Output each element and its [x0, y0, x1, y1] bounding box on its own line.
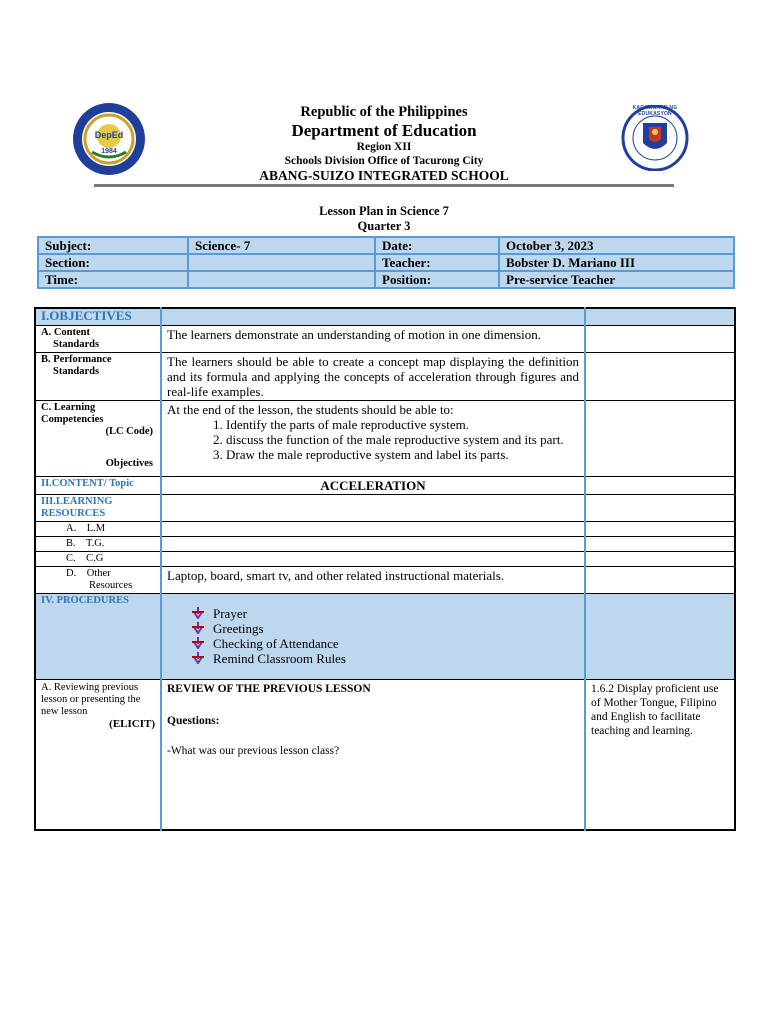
header-division: Schools Division Office of Tacurong City	[284, 155, 484, 167]
resource-tg-label: B. T.G.	[35, 537, 161, 552]
section-value	[188, 254, 375, 271]
time-label: Time:	[38, 271, 188, 288]
position-value: Pre-service Teacher	[499, 271, 734, 288]
learning-competencies-label: C. Learning	[41, 402, 96, 413]
lc-item: 2. discuss the function of the male reproductive system and its part.	[213, 432, 564, 447]
lc-intro: At the end of the lesson, the students should be able to:	[167, 402, 454, 417]
resource-other-text: Laptop, board, smart tv, and other related instructional materials.	[161, 567, 585, 594]
info-row-subject	[38, 237, 734, 254]
arrow-bullet-icon	[191, 607, 205, 619]
review-row	[35, 680, 735, 830]
content-standards-text: The learners demonstrate an understanding of motion in one dimension.	[161, 326, 585, 353]
header-school: ABANG-SUIZO INTEGRATED SCHOOL	[259, 168, 509, 183]
procedures-label: IV. PROCEDURES	[41, 595, 129, 606]
header-department: Department of Education	[291, 121, 477, 140]
content-standards-label: A. Content	[41, 327, 90, 338]
learning-competencies-row: C. Learning Competencies (LC Code) Objectives At the end of the lesson, the students should be able to: 1. Identify the parts of male reproductive system. 2. discuss the function of the male reproductive system and its part. 3. Draw the male reproductive system and label its parts.	[35, 401, 735, 477]
review-title: REVIEW OF THE PREVIOUS LESSON	[167, 683, 371, 695]
right-logo-text: KAGAWARAN NG EDUKASYON	[632, 105, 678, 117]
info-row-section	[38, 254, 734, 271]
header-divider	[94, 184, 674, 187]
resource-other-label: D. Other	[66, 568, 111, 579]
date-label: Date:	[375, 237, 499, 254]
lesson-plan-title: Lesson Plan in Science 7	[319, 204, 449, 218]
list-item: Prayer	[191, 606, 579, 621]
quarter-title: Quarter 3	[357, 219, 411, 233]
lc-item: 1. Identify the parts of male reproductive system.	[213, 417, 469, 432]
performance-standards-label: B. Performance	[41, 354, 112, 365]
section-label: Section:	[38, 254, 188, 271]
review-questions: Questions:	[167, 715, 220, 727]
date-value: October 3, 2023	[499, 237, 734, 254]
header-region: Region XII	[356, 141, 412, 153]
procedures-row	[35, 594, 735, 680]
list-item: Remind Classroom Rules	[191, 651, 579, 666]
arrow-bullet-icon	[191, 622, 205, 634]
subject-label: Subject:	[38, 237, 188, 254]
lesson-plan-table	[34, 307, 736, 831]
teacher-value: Bobster D. Mariano III	[499, 254, 734, 271]
performance-standards-row: B. Performance Standards The learners should be able to create a concept map displaying the definition and its formula and applying the concepts of acceleration through figures and real-life examples.	[35, 353, 735, 401]
lc-item: 3. Draw the male reproductive system and label its parts.	[213, 447, 509, 462]
objectives-header: I.OBJECTIVES	[41, 308, 132, 323]
learning-resources-label: III.LEARNING RESOURCES	[41, 496, 113, 519]
content-standards-row: A. Content Standards The learners demonstrate an understanding of motion in one dimension.	[35, 326, 735, 353]
content-topic: ACCELERATION	[161, 477, 585, 495]
procedures-list	[167, 606, 579, 666]
position-label: Position:	[375, 271, 499, 288]
subject-value: Science- 7	[188, 237, 375, 254]
learning-resources-row	[35, 495, 735, 522]
header-republic: Republic of the Philippines	[300, 104, 468, 120]
resource-other-row: D. Other Resources Laptop, board, smart tv, and other related instructional materials.	[35, 567, 735, 594]
left-logo-text: DepEd	[94, 130, 124, 140]
arrow-bullet-icon	[191, 652, 205, 664]
objectives-row	[35, 308, 735, 326]
time-value	[188, 271, 375, 288]
list-item: Checking of Attendance	[191, 636, 579, 651]
teacher-label: Teacher:	[375, 254, 499, 271]
arrow-bullet-icon	[191, 637, 205, 649]
review-label: A. Reviewing previous lesson or presenting the new lesson	[41, 682, 141, 717]
left-logo-year: 1984	[101, 148, 117, 155]
review-question-1: -What was our previous lesson class?	[167, 745, 340, 757]
info-row-time	[38, 271, 734, 288]
lesson-info-table	[37, 236, 735, 289]
resource-cg-label: C. C.G	[35, 552, 161, 567]
elicit-label: (ELICIT)	[109, 718, 155, 730]
review-note: 1.6.2 Display proficient use of Mother Tongue, Filipino and English to facilitate teaching and learning.	[585, 680, 735, 830]
list-item: Greetings	[191, 621, 579, 636]
resource-tg-row	[35, 537, 735, 552]
resource-cg-row	[35, 552, 735, 567]
resource-lm-row	[35, 522, 735, 537]
performance-standards-text: The learners should be able to create a concept map displaying the definition and its formula and applying the concepts of acceleration through figures and real-life examples.	[161, 353, 585, 401]
resource-lm-label: A. L.M	[35, 522, 161, 537]
content-topic-row	[35, 477, 735, 495]
content-topic-label: II.CONTENT/ Topic	[41, 478, 134, 489]
